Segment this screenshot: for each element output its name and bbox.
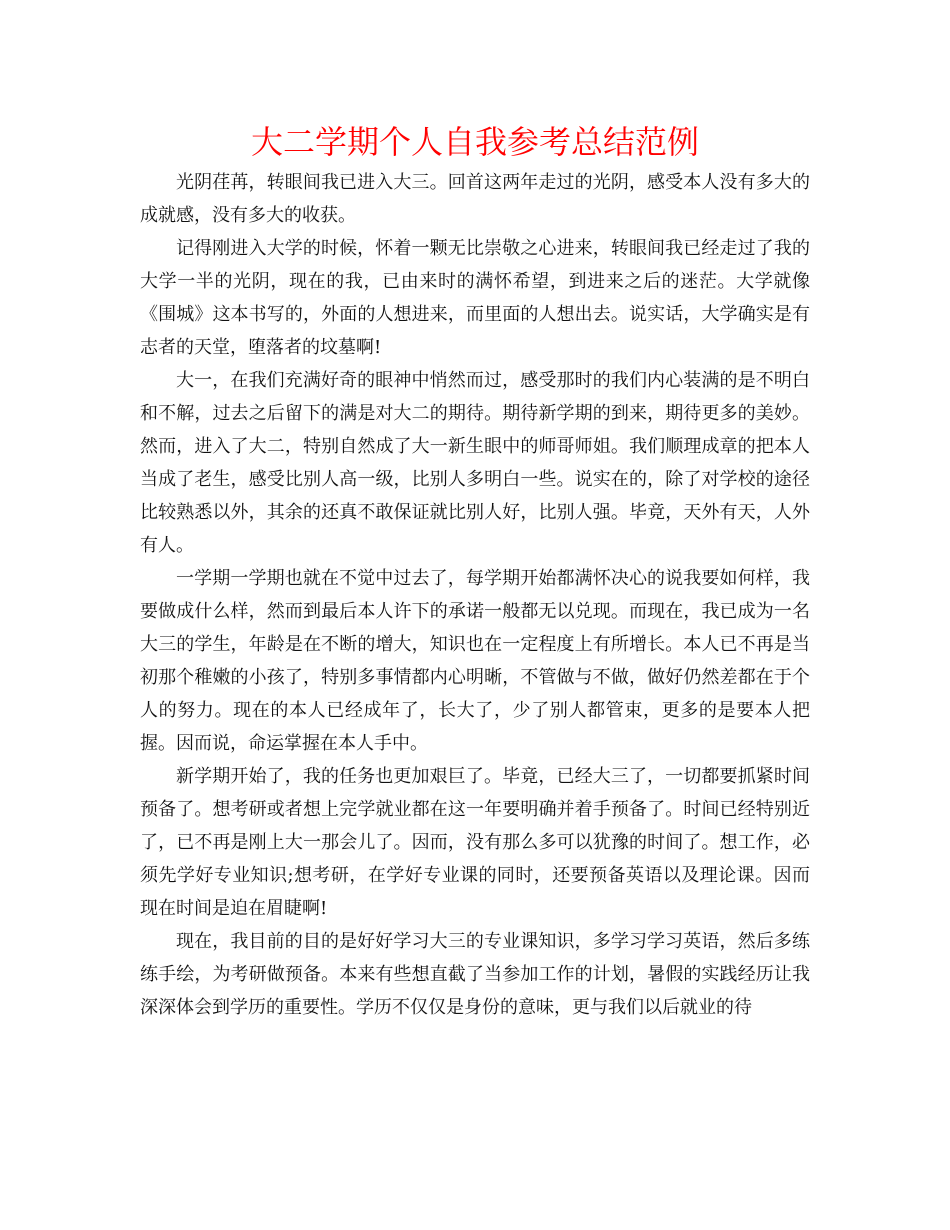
paragraph: 大一，在我们充满好奇的眼神中悄然而过，感受那时的我们内心装满的是不明白和不解，过去之后留下的满是对大二的期待。期待新学期的到来，期待更多的美妙。然而，进入了大二，特别自然成了大一新生眼中的师哥师姐。我们顺理成章的把本人当成了老生，感受比别人高一级，比别人多明白一些。说实在的，除了对学校的途径比较熟悉以外，其余的还真不敢保证就比别人好，比别人强。毕竟，天外有天，人外有人。 — [140, 370, 810, 556]
paragraph: 光阴荏苒，转眼间我已进入大三。回首这两年走过的光阴，感受本人没有多大的成就感，没有多大的收获。 — [140, 172, 810, 226]
paragraph: 新学期开始了，我的任务也更加艰巨了。毕竟，已经大三了，一切都要抓紧时间预备了。想考研或者想上完学就业都在这一年要明确并着手预备了。时间已经特别近了，已不再是刚上大一那会儿了。因而，没有那么多可以犹豫的时间了。想工作，必须先学好专业知识;想考研，在学好专业课的同时，还要预备英语以及理论课。因而现在时间是迫在眉睫啊! — [140, 766, 810, 919]
paragraph: 一学期一学期也就在不觉中过去了，每学期开始都满怀决心的说我要如何样，我要做成什么样，然而到最后本人许下的承诺一般都无以兑现。而现在，我已成为一名大三的学生，年龄是在不断的增大，知识也在一定程度上有所增长。本人已不再是当初那个稚嫩的小孩了，特别多事情都内心明晰，不管做与不做，做好仍然差都在于个人的努力。现在的本人已经成年了，长大了，少了别人都管束，更多的是要本人把握。因而说，命运掌握在本人手中。 — [140, 568, 810, 754]
document-body — [140, 166, 810, 1024]
paragraph: 现在，我目前的目的是好好学习大三的专业课知识，多学习学习英语，然后多练练手绘，为考研做预备。本来有些想直截了当参加工作的计划，暑假的实践经历让我深深体会到学历的重要性。学历不仅仅是身份的意味，更与我们以后就业的待 — [140, 931, 810, 1018]
paragraph: 记得刚进入大学的时候，怀着一颗无比崇敬之心进来，转眼间我已经走过了我的大学一半的光阴，现在的我，已由来时的满怀希望，到进来之后的迷茫。大学就像《围城》这本书写的，外面的人想进来，而里面的人想出去。说实话，大学确实是有志者的天堂，堕落者的坟墓啊! — [140, 238, 810, 358]
document-title: 大二学期个人自我参考总结范例 — [250, 123, 699, 161]
